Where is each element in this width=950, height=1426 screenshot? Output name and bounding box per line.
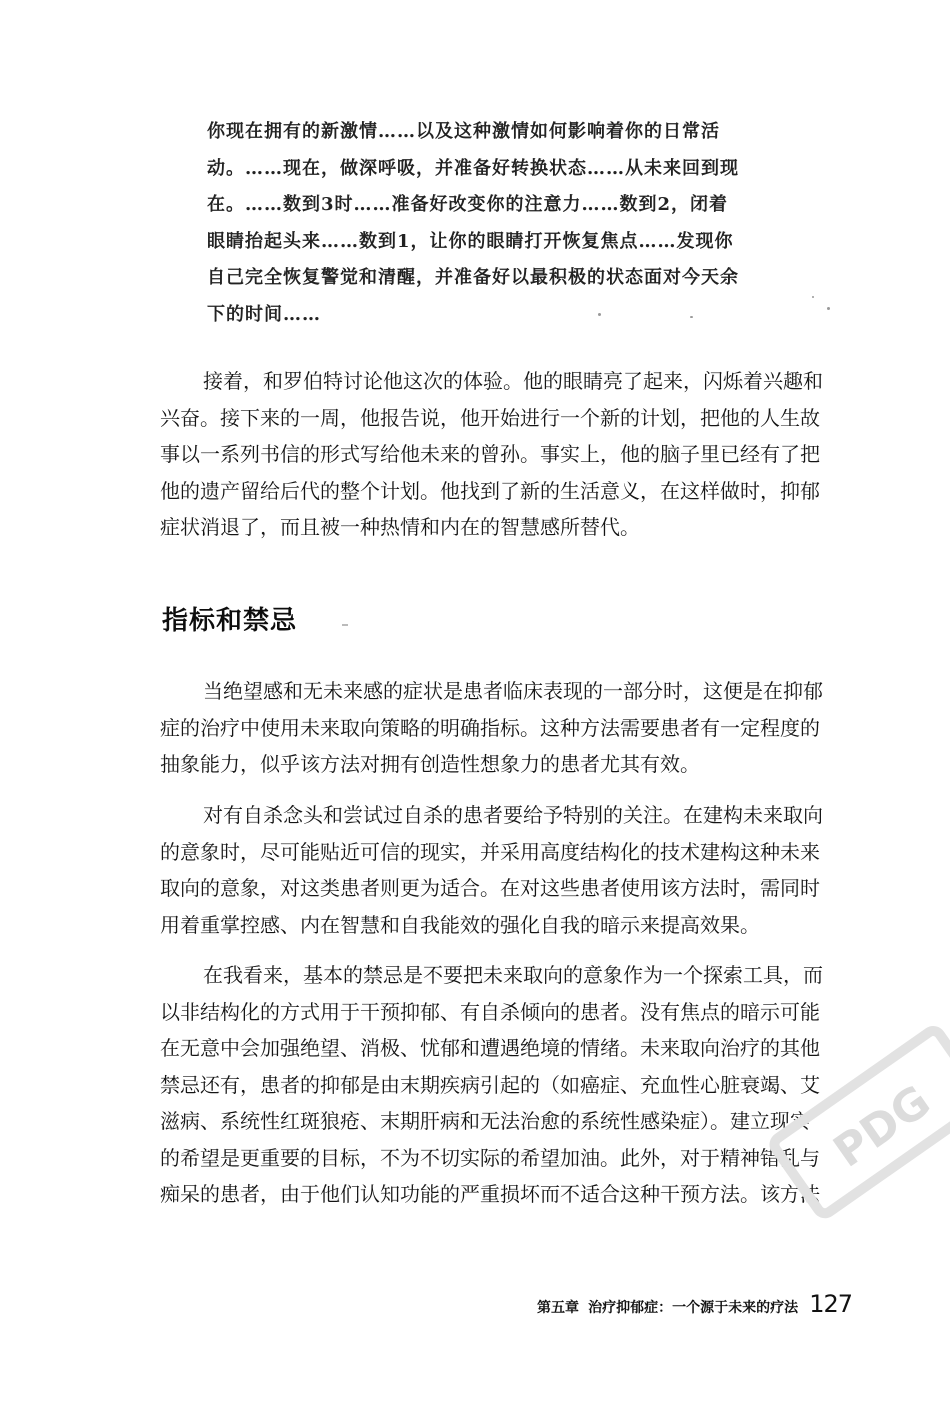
- paragraph-line: 禁忌还有，患者的抑郁是由末期疾病引起的（如癌症、充血性心脏衰竭、艾: [160, 1072, 820, 1097]
- scan-speck: [690, 316, 693, 318]
- scan-speck: [812, 296, 814, 298]
- paragraph-line: 事以一系列书信的形式写给他未来的曾孙。事实上，他的脑子里已经有了把: [160, 442, 820, 466]
- quote-line: 你现在拥有的新激情……以及这种激情如何影响着你的日常活: [207, 121, 720, 142]
- paragraph-line: 痴呆的患者，由于他们认知功能的严重损坏而不适合这种干预方法。该方法: [160, 1182, 820, 1206]
- paragraph-line: 症的治疗中使用未来取向策略的明确指标。这种方法需要患者有一定程度的: [160, 715, 820, 740]
- scan-speck: [827, 307, 830, 310]
- watermark-text: PDG: [824, 1075, 940, 1178]
- quote-line: 下的时间……: [207, 303, 321, 325]
- paragraph-line: 滋病、系统性红斑狼疮、末期肝病和无法治愈的系统性感染症）。建立现实: [160, 1109, 810, 1133]
- paragraph-line: 以非结构化的方式用于干预抑郁、有自杀倾向的患者。没有焦点的暗示可能: [160, 999, 820, 1024]
- paragraph-line: 抽象能力，似乎该方法对拥有创造性想象力的患者尤其有效。: [160, 752, 700, 776]
- paragraph-line: 症状消退了，而且被一种热情和内在的智慧感所替代。: [160, 515, 640, 539]
- paragraph-line: 取向的意象，对这类患者则更为适合。在对这些患者使用该方法时，需同时: [160, 876, 820, 900]
- paragraph-line: 兴奋。接下来的一周，他报告说，他开始进行一个新的计划，把他的人生故: [160, 405, 820, 430]
- section-heading: 指标和禁忌: [162, 606, 298, 636]
- paragraph-line: 当绝望感和无未来感的症状是患者临床表现的一部分时，这便是在抑郁: [203, 679, 823, 703]
- page-number: 127: [809, 1290, 852, 1318]
- paragraph-line: 的希望是更重要的目标，不为不切实际的希望加油。此外，对于精神错乱与: [160, 1145, 820, 1170]
- paragraph-line: 在我看来，基本的禁忌是不要把未来取向的意象作为一个探索工具，而: [203, 963, 823, 987]
- footer-chapter: 第五章: [537, 1300, 579, 1316]
- paragraph-line: 接着，和罗伯特讨论他这次的体验。他的眼睛亮了起来，闪烁着兴趣和: [203, 369, 823, 393]
- quote-line: 在。……数到3时……准备好改变你的注意力……数到2，闭着: [207, 194, 729, 215]
- paragraph-robert-experience: [160, 363, 860, 546]
- paragraph-line: 的意象时，尽可能贴近可信的现实，并采用高度结构化的技术建构这种未来: [160, 839, 820, 864]
- paragraph-line: 在无意中会加强绝望、消极、忧郁和遭遇绝境的情绪。未来取向治疗的其他: [160, 1036, 820, 1060]
- paragraph-indications: [160, 673, 860, 783]
- page-footer: [537, 1290, 852, 1318]
- heading-divider: [342, 624, 348, 626]
- footer-chapter-title: 治疗抑郁症：一个源于未来的疗法: [588, 1300, 799, 1316]
- pdg-watermark: [760, 1010, 950, 1240]
- quotation-block: [207, 114, 817, 333]
- paragraph-line: 他的遗产留给后代的整个计划。他找到了新的生活意义，在这样做时，抑郁: [160, 478, 820, 503]
- paragraph-contraindications: [160, 957, 860, 1213]
- scan-speck: [598, 313, 601, 316]
- paragraph-line: 用着重掌控感、内在智慧和自我能效的强化自我的暗示来提高效果。: [160, 912, 760, 937]
- quote-line: 自己完全恢复警觉和清醒，并准备好以最积极的状态面对今天余: [207, 267, 739, 288]
- quote-line: 动。……现在，做深呼吸，并准备好转换状态……从未来回到现: [207, 157, 739, 179]
- paragraph-suicidal-patients: [160, 797, 860, 943]
- quote-line: 眼睛抬起头来……数到1，让你的眼睛打开恢复焦点……发现你: [207, 230, 734, 252]
- paragraph-line: 对有自杀念头和尝试过自杀的患者要给予特别的关注。在建构未来取向: [203, 803, 823, 827]
